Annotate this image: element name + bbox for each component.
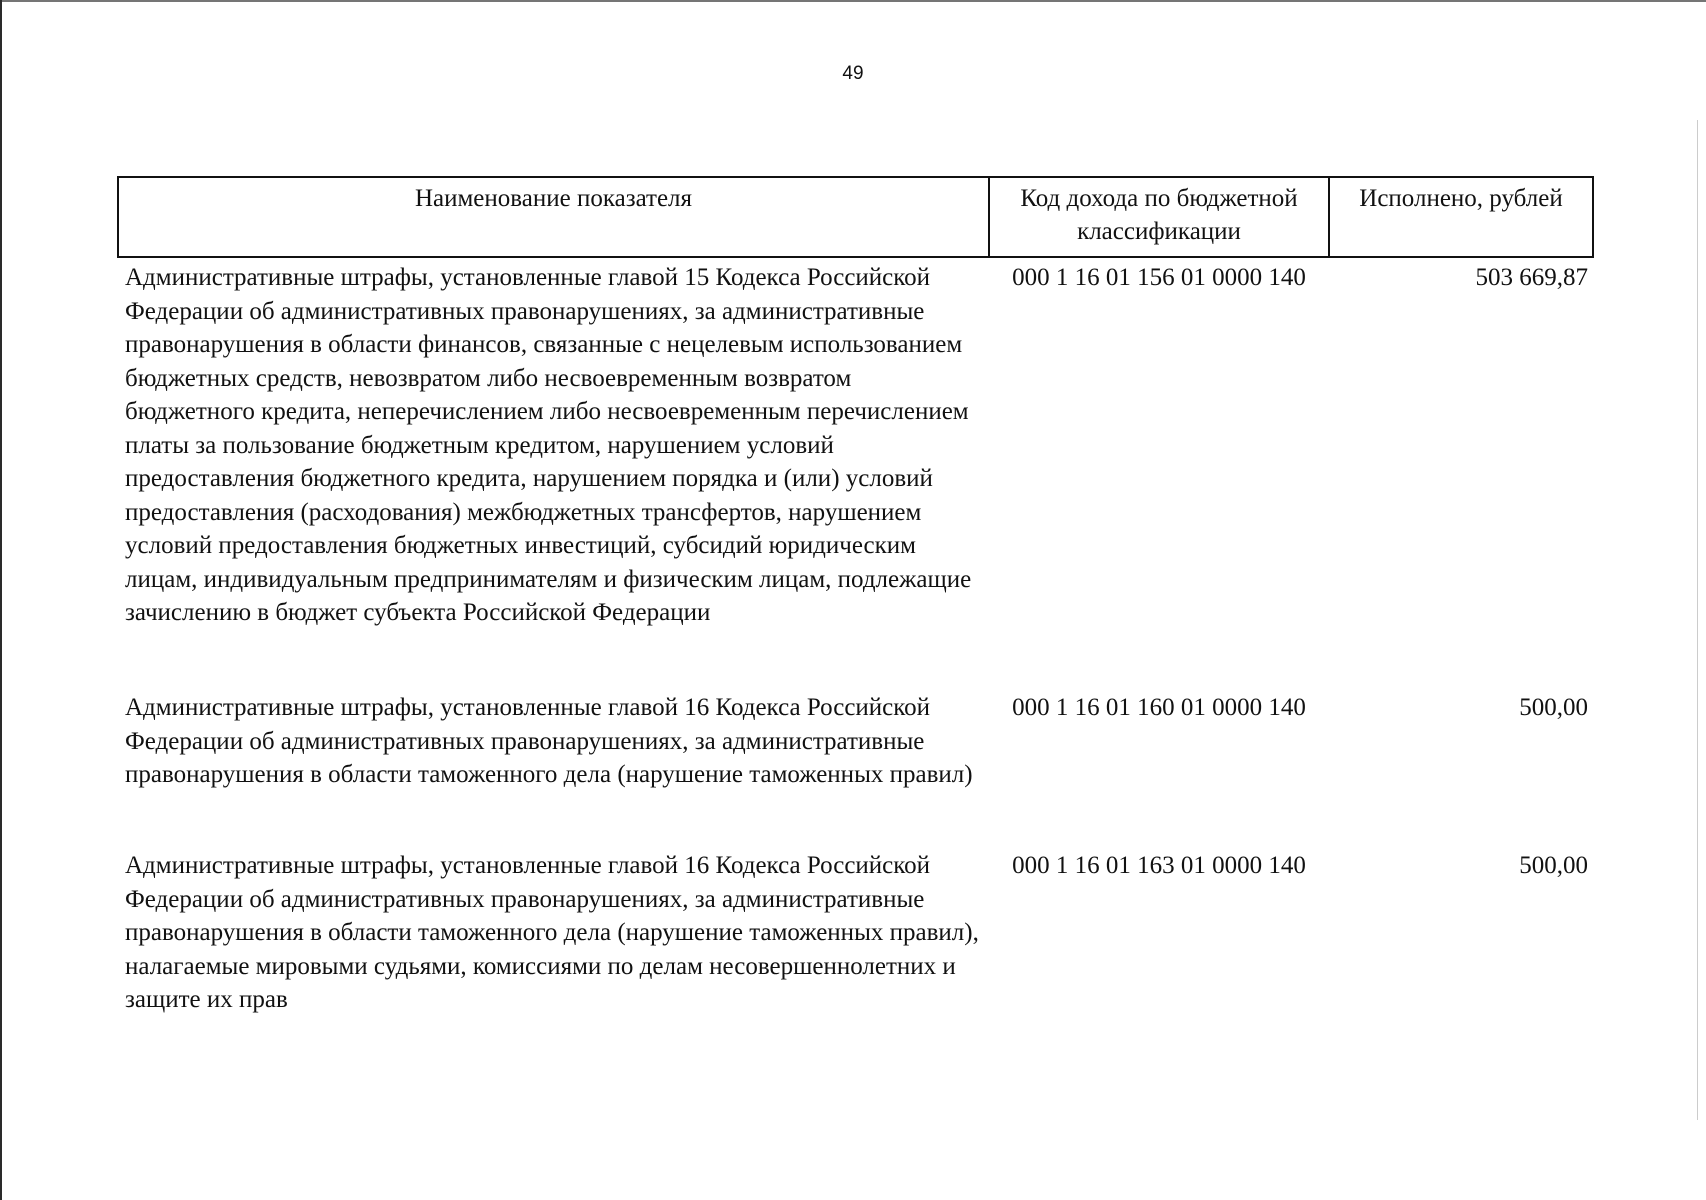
indicator-name-cell: Административные штрафы, установленные главой 16 Кодекса Российской Федерации об административных правонарушениях, за административные правонарушения в области таможенного дела (нарушение таможенных правил)	[125, 694, 973, 788]
table-header	[118, 177, 1593, 257]
income-code-cell: 000 1 16 01 156 01 0000 140	[1012, 264, 1306, 291]
indicator-name-cell: Административные штрафы, установленные главой 15 Кодекса Российской Федерации об административных правонарушениях, за административные правонарушения в области финансов, связанные с нецелевым использованием бюджетных средств, невозвратом либо несвоевременным возвратом бюджетного кредита, неперечислением либо несвоевременным перечислением платы за пользование бюджетным кредитом, нарушением условий предоставления бюджетного кредита, нарушением порядка и (или) условий предоставления (расходования) межбюджетных трансфертов, нарушением условий предоставления бюджетных инвестиций, субсидий юридическим лицам, индивидуальным предпринимателям и физическим лицам, подлежащие зачислению в бюджет субъекта Российской Федерации	[125, 264, 972, 626]
income-code-cell: 000 1 16 01 163 01 0000 140	[1012, 852, 1306, 879]
executed-amount-cell: 500,00	[1519, 694, 1588, 721]
executed-amount-cell: 503 669,87	[1475, 264, 1588, 291]
column-header-income-code: Код дохода по бюджетной классификации	[989, 177, 1329, 257]
income-report-table	[117, 176, 1594, 1029]
column-header-executed-amount: Исполнено, рублей	[1329, 177, 1593, 257]
table-body	[118, 257, 1593, 1029]
table-row	[118, 849, 1593, 1029]
table-row	[118, 691, 1593, 849]
scan-edge-right	[1697, 120, 1698, 1120]
table-row	[118, 257, 1593, 691]
table-header-row	[118, 177, 1593, 257]
income-code-cell: 000 1 16 01 160 01 0000 140	[1012, 694, 1306, 721]
column-header-indicator-name: Наименование показателя	[118, 177, 989, 257]
executed-amount-cell: 500,00	[1519, 852, 1588, 879]
scan-edge-left	[0, 0, 2, 1200]
indicator-name-cell: Административные штрафы, установленные главой 16 Кодекса Российской Федерации об административных правонарушениях, за административные правонарушения в области таможенного дела (нарушение таможенных правил), налагаемые мировыми судьями, комиссиями по делам несовершеннолетних и защите их прав	[125, 852, 979, 1013]
scan-edge-top	[0, 0, 1706, 2]
page-number: 49	[842, 63, 864, 84]
